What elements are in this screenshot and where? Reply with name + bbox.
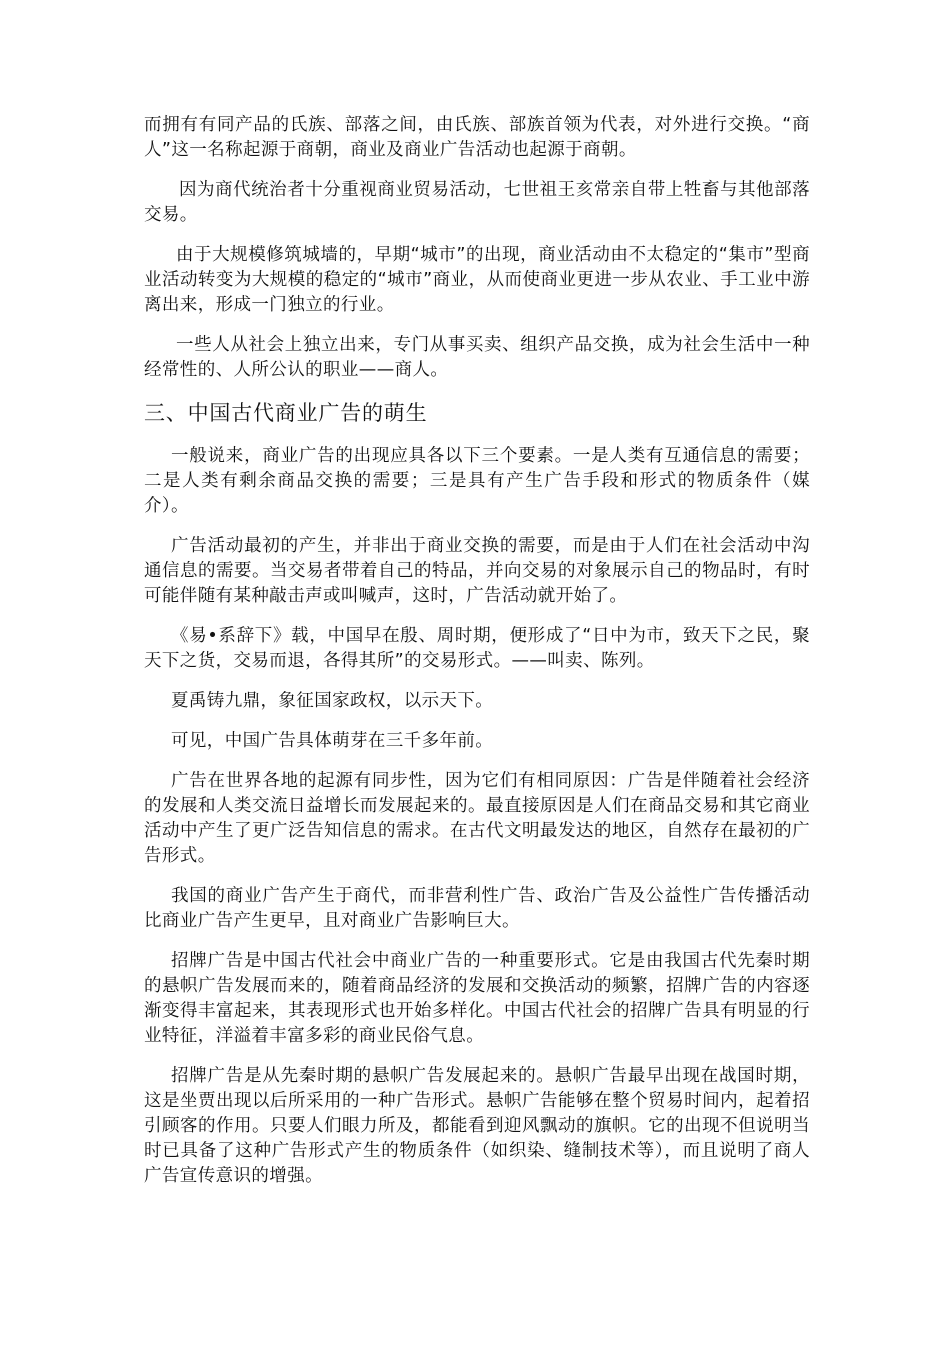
paragraph-nine-cauldrons: 夏禹铸九鼎，象征国家政权，以示天下。 <box>171 691 494 711</box>
paragraph-yi-xici: 《易•系辞下》载，中国早在殷、周时期，便形成了“日中为市，致天下之民，聚天下之货，交易而退，各得其所”的交易形式。——叫卖、陈列。 <box>144 626 810 671</box>
document-page <box>144 113 810 1204</box>
paragraph-synchronous-origin: 广告在世界各地的起源有同步性，因为它们有相同原因：广告是伴随着社会经济的发展和人类交流日益增长而发展起来的。最直接原因是人们在商品交易和其它商业活动中产生了更广泛告知信息的需求。在古代文明最发达的地区，自然存在最初的广告形式。 <box>144 771 810 866</box>
paragraph-three-elements: 一般说来，商业广告的出现应具各以下三个要素。一是人类有互通信息的需要；二是人类有剩余商品交换的需要；三是具有产生广告手段和形式的物质条件（媒介）。 <box>144 446 810 516</box>
paragraph-exchange-origin: 而拥有有同产品的氏族、部落之间，由氏族、部族首领为代表，对外进行交换。“商人”这一名称起源于商朝，商业及商业广告活动也起源于商朝。 <box>144 115 810 160</box>
paragraph-merchants: 一些人从社会上独立出来，专门从事买卖、组织产品交换，成为社会生活中一种经常性的、人所公认的职业——商人。 <box>144 335 810 380</box>
paragraph-wang-hai: 因为商代统治者十分重视商业贸易活动，七世祖王亥常亲自带上牲畜与其他部落交易。 <box>144 180 810 225</box>
paragraph-three-thousand-years: 可见，中国广告具体萌芽在三千多年前。 <box>171 731 494 751</box>
paragraph-ad-origin: 广告活动最初的产生，并非出于商业交换的需要，而是由于人们在社会活动中沟通信息的需要。当交易者带着自己的特品，并向交易的对象展示自己的物品时，有时可能伴随有某种敲击声或叫喊声，这时，广告活动就开始了。 <box>144 536 810 606</box>
section-heading: 三、中国古代商业广告的萌生 <box>144 401 428 425</box>
paragraph-city-commerce: 由于大规模修筑城墙的，早期“城市”的出现，商业活动由不太稳定的“集市”型商业活动转变为大规模的稳定的“城市”商业，从而使商业更进一步从农业、手工业中游离出来，形成一门独立的行业。 <box>144 245 810 315</box>
paragraph-signboard-ads: 招牌广告是中国古代社会中商业广告的一种重要形式。它是由我国古代先秦时期的悬帜广告发展而来的，随着商品经济的发展和交换活动的频繁，招牌广告的内容逐渐变得丰富起来，其表现形式也开始多样化。中国古代社会的招牌广告具有明显的行业特征，洋溢着丰富多彩的商业民俗气息。 <box>144 951 810 1046</box>
paragraph-shang-dynasty-ads: 我国的商业广告产生于商代，而非营利性广告、政治广告及公益性广告传播活动比商业广告产生更早，且对商业广告影响巨大。 <box>144 886 810 931</box>
paragraph-banner-ads: 招牌广告是从先秦时期的悬帜广告发展起来的。悬帜广告最早出现在战国时期，这是坐贾出现以后所采用的一种广告形式。悬帜广告能够在整个贸易时间内，起着招引顾客的作用。只要人们眼力所及，都能看到迎风飘动的旗帜。它的出现不但说明当时已具备了这种广告形式产生的物质条件（如织染、缝制技术等），而且说明了商人广告宣传意识的增强。 <box>144 1066 810 1186</box>
